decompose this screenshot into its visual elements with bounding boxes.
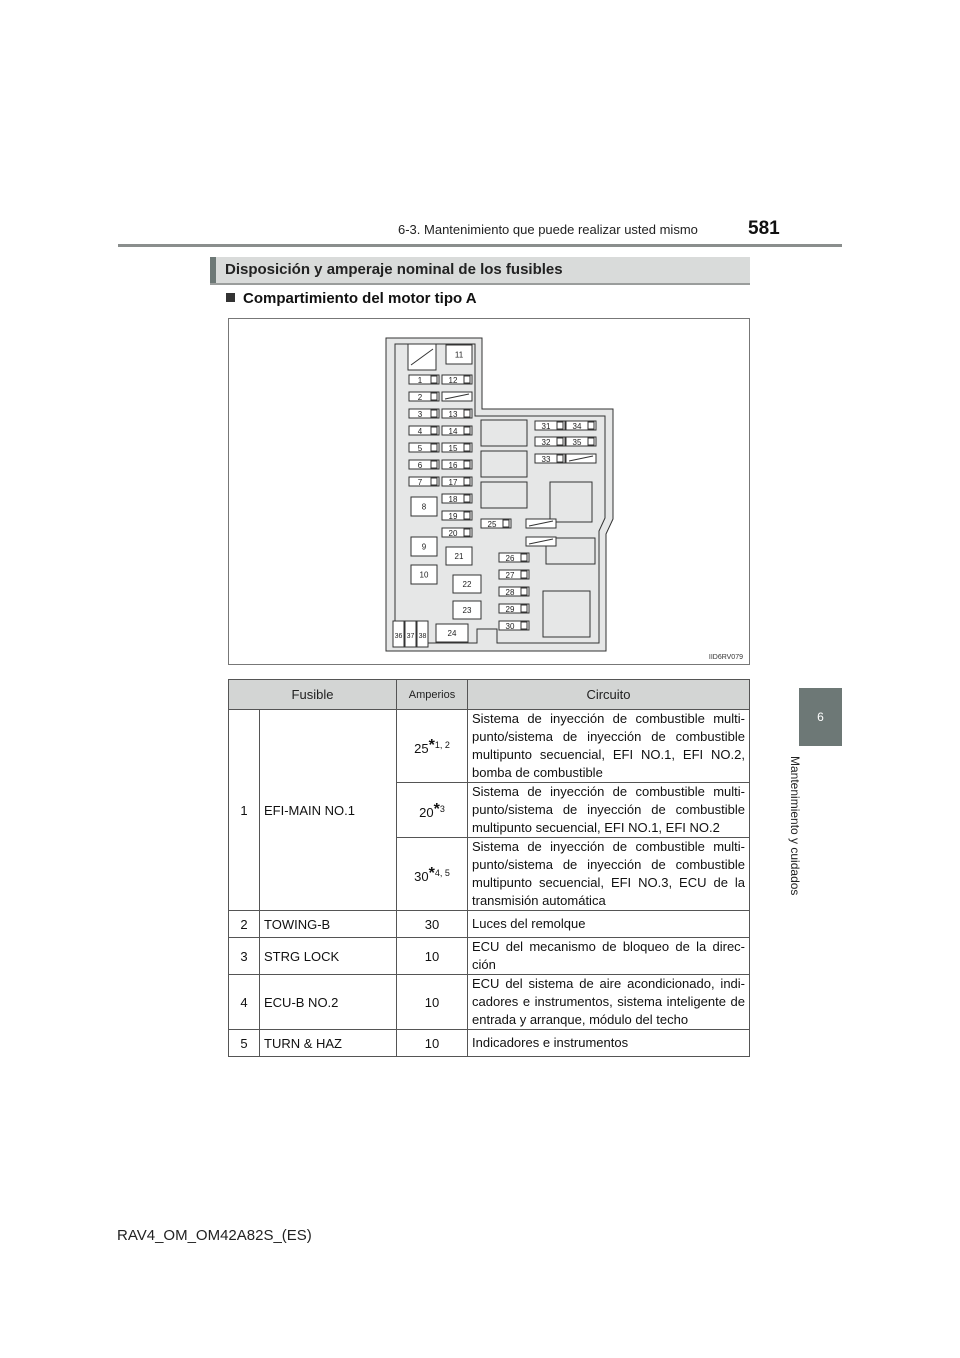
square-bullet-icon [226, 293, 235, 302]
chapter-tab: 6 [799, 688, 842, 746]
table-header-row [229, 680, 750, 710]
fuse-amps: 30 [397, 911, 468, 938]
fuse-37 [405, 621, 416, 647]
fuse-circuit: ECU del mecanismo de bloqueo de la direc-ción [468, 938, 750, 975]
fuse-7 [409, 477, 439, 487]
table-row [229, 710, 750, 783]
svg-text:12: 12 [448, 376, 458, 385]
svg-text:21: 21 [454, 552, 464, 561]
asterisk-icon: * [428, 864, 435, 882]
svg-text:16: 16 [448, 461, 458, 470]
svg-text:31: 31 [541, 422, 551, 431]
footnote-ref: 3 [439, 803, 445, 814]
svg-text:9: 9 [421, 542, 427, 552]
fuse-name: STRG LOCK [260, 938, 397, 975]
footnote-ref: 1, 2 [434, 739, 450, 750]
chapter-side-label [788, 756, 806, 906]
svg-text:8: 8 [421, 502, 427, 512]
fuse-amps [397, 710, 468, 783]
fuse-23 [453, 601, 481, 619]
fuse-name: EFI-MAIN NO.1 [260, 710, 397, 911]
table-row [229, 1030, 750, 1057]
asterisk-icon: * [428, 736, 435, 754]
fuse-circuit: Sistema de inyección de combustible multi-punto/sistema de inyección de combustible multipunto secuencial, EFI NO.1, EFI NO.2 [468, 783, 750, 838]
fuse-34 [566, 421, 596, 431]
fuse-35 [566, 437, 596, 447]
fuse-number: 1 [229, 710, 260, 911]
svg-text:20: 20 [448, 529, 458, 538]
fuse-3 [409, 409, 439, 419]
fuse-24 [436, 624, 468, 642]
svg-text:33: 33 [541, 455, 551, 464]
header-amps: Amperios [397, 680, 468, 710]
header-rule [118, 244, 842, 247]
fuse-number: 4 [229, 975, 260, 1030]
fuse-16 [442, 460, 472, 470]
svg-text:30: 30 [505, 622, 515, 631]
fuse-5 [409, 443, 439, 453]
fuse-28 [499, 587, 529, 597]
svg-text:6: 6 [417, 461, 423, 470]
fuse-31 [535, 421, 565, 431]
subheading-text: Compartimiento del motor tipo A [243, 290, 477, 307]
fuse-name: TURN & HAZ [260, 1030, 397, 1057]
svg-text:10: 10 [419, 570, 429, 580]
fuse-amps: 10 [397, 1030, 468, 1057]
empty-fuse-slot [566, 454, 596, 463]
svg-text:36: 36 [394, 633, 403, 640]
fuse-13 [442, 409, 472, 419]
amps-value: 20 [419, 804, 434, 820]
fuse-circuit: Sistema de inyección de combustible multi-punto/sistema de inyección de combustible multipunto secuencial, EFI NO.3, ECU de la transmisión automática [468, 838, 750, 911]
svg-text:19: 19 [448, 512, 458, 521]
section-title: Disposición y amperaje nominal de los fusibles [225, 261, 563, 278]
fuse-11 [446, 345, 472, 364]
asterisk-icon: * [433, 800, 440, 818]
fuse-2 [409, 392, 439, 402]
fuse-20 [442, 528, 472, 538]
fuse-table [228, 679, 750, 1057]
running-header-section: 6-3. Mantenimiento que puede realizar usted mismo [398, 222, 698, 237]
fuse-21 [446, 547, 472, 565]
svg-text:15: 15 [448, 444, 458, 453]
fuse-amps [397, 783, 468, 838]
fuse-25 [481, 519, 511, 529]
fuse-number: 2 [229, 911, 260, 938]
svg-text:25: 25 [487, 520, 497, 529]
fuse-number: 5 [229, 1030, 260, 1057]
svg-text:35: 35 [572, 438, 582, 447]
fuse-circuit: Sistema de inyección de combustible multi-punto/sistema de inyección de combustible multipunto secuencial, EFI NO.1, EFI NO.2, bomba de combustible [468, 710, 750, 783]
fuse-1 [409, 375, 439, 385]
figure-id: IID6RV079 [708, 654, 743, 661]
fuse-number: 3 [229, 938, 260, 975]
svg-text:37: 37 [406, 633, 415, 640]
fuse-9 [411, 537, 437, 556]
fuse-box-diagram [228, 318, 750, 665]
empty-fuse-slot [526, 537, 556, 546]
footnote-ref: 4, 5 [434, 867, 450, 878]
header-circuit: Circuito [468, 680, 750, 710]
section-marker [210, 257, 216, 283]
svg-text:2: 2 [417, 393, 423, 402]
section-title-bar [210, 257, 750, 285]
fuse-22 [453, 575, 481, 593]
fuse-8 [411, 497, 437, 516]
svg-text:38: 38 [418, 633, 427, 640]
svg-text:11: 11 [454, 350, 464, 360]
fuse-10 [411, 565, 437, 584]
subheading [226, 290, 477, 307]
fuse-32 [535, 437, 565, 447]
page-number: 581 [748, 218, 780, 239]
fuse-17 [442, 477, 472, 487]
fuse-amps [397, 838, 468, 911]
svg-text:7: 7 [417, 478, 423, 487]
fuse-38 [417, 621, 428, 647]
fuse-name: ECU-B NO.2 [260, 975, 397, 1030]
fuse-19 [442, 511, 472, 521]
fuse-circuit: Indicadores e instrumentos [468, 1030, 750, 1057]
empty-fuse-slot [526, 519, 556, 528]
fuse-6 [409, 460, 439, 470]
svg-text:23: 23 [462, 606, 472, 615]
svg-text:26: 26 [505, 554, 515, 563]
svg-text:17: 17 [448, 478, 458, 487]
chapter-side-label-text: Mantenimiento y cuidados [788, 756, 802, 896]
svg-text:13: 13 [448, 410, 458, 419]
svg-text:5: 5 [417, 444, 423, 453]
svg-text:14: 14 [448, 427, 458, 436]
svg-text:29: 29 [505, 605, 515, 614]
table-row [229, 975, 750, 1030]
fuse-18 [442, 494, 472, 504]
fuse-36 [393, 621, 404, 647]
fuse-circuit: Luces del remolque [468, 911, 750, 938]
fuse-15 [442, 443, 472, 453]
fuse-box-drawing [229, 319, 749, 664]
svg-text:34: 34 [572, 422, 582, 431]
svg-text:18: 18 [448, 495, 458, 504]
amps-value: 25 [414, 740, 429, 756]
svg-text:24: 24 [447, 629, 457, 638]
document-code: RAV4_OM_OM42A82S_(ES) [117, 1227, 312, 1244]
svg-text:28: 28 [505, 588, 515, 597]
fuse-name: TOWING-B [260, 911, 397, 938]
fuse-amps: 10 [397, 975, 468, 1030]
table-row [229, 938, 750, 975]
fuse-27 [499, 570, 529, 580]
fuse-circuit: ECU del sistema de aire acondicionado, indi-cadores e instrumentos, sistema inteligente de entrada y arranque, módulo del techo [468, 975, 750, 1030]
empty-fuse-slot [442, 392, 472, 401]
fuse-26 [499, 553, 529, 563]
header-fuse: Fusible [229, 680, 397, 710]
table-row [229, 911, 750, 938]
fuse-4 [409, 426, 439, 436]
svg-text:4: 4 [417, 427, 423, 436]
svg-text:3: 3 [417, 410, 423, 419]
svg-text:22: 22 [462, 580, 472, 589]
fuse-12 [442, 375, 472, 385]
svg-text:27: 27 [505, 571, 515, 580]
fuse-amps: 10 [397, 938, 468, 975]
fuse-14 [442, 426, 472, 436]
fuse-29 [499, 604, 529, 614]
svg-text:1: 1 [417, 376, 423, 385]
amps-value: 30 [414, 868, 429, 884]
svg-text:32: 32 [541, 438, 551, 447]
fuse-33 [535, 454, 565, 464]
fuse-30 [499, 621, 529, 631]
